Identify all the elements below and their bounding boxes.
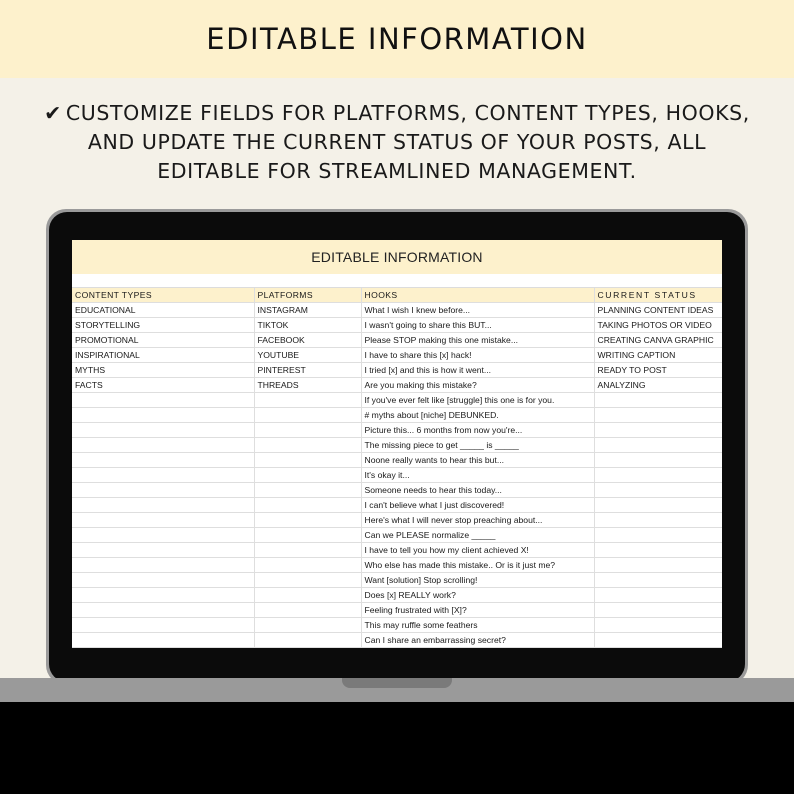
table-row (72, 453, 722, 468)
cell-hook[interactable]: I can't believe what I just discovered! (361, 498, 594, 513)
table-row (72, 498, 722, 513)
table-row (72, 513, 722, 528)
spreadsheet-screen (72, 240, 722, 648)
cell-content-type[interactable]: INSPIRATIONAL (72, 348, 254, 363)
cell-platform[interactable] (254, 558, 361, 573)
cell-content-type[interactable] (72, 618, 254, 633)
table-row (72, 438, 722, 453)
cell-content-type[interactable] (72, 453, 254, 468)
cell-hook[interactable]: Can I share an embarrassing secret? (361, 633, 594, 648)
cell-platform[interactable] (254, 513, 361, 528)
cell-status[interactable] (594, 483, 722, 498)
cell-status[interactable] (594, 438, 722, 453)
spreadsheet-grid (72, 288, 722, 648)
header-hooks[interactable]: HOOKS (361, 288, 594, 303)
table-row (72, 543, 722, 558)
cell-platform[interactable] (254, 498, 361, 513)
cell-platform[interactable] (254, 483, 361, 498)
cell-status[interactable]: READY TO POST (594, 363, 722, 378)
cell-status[interactable] (594, 513, 722, 528)
cell-content-type[interactable] (72, 423, 254, 438)
cell-content-type[interactable]: FACTS (72, 378, 254, 393)
cell-platform[interactable] (254, 408, 361, 423)
table-row (72, 558, 722, 573)
cell-hook[interactable]: Want [solution] Stop scrolling! (361, 573, 594, 588)
table-row (72, 468, 722, 483)
header-row (72, 288, 722, 303)
cell-platform[interactable] (254, 573, 361, 588)
cell-hook[interactable]: Someone needs to hear this today... (361, 483, 594, 498)
cell-content-type[interactable] (72, 633, 254, 648)
cell-status[interactable]: CREATING CANVA GRAPHIC (594, 333, 722, 348)
cell-hook[interactable]: What I wish I knew before... (361, 303, 594, 318)
cell-status[interactable]: ANALYZING (594, 378, 722, 393)
cell-content-type[interactable] (72, 498, 254, 513)
header-platforms[interactable]: PLATFORMS (254, 288, 361, 303)
cell-content-type[interactable] (72, 603, 254, 618)
cell-status[interactable]: TAKING PHOTOS OR VIDEO (594, 318, 722, 333)
cell-hook[interactable]: Who else has made this mistake.. Or is it just me? (361, 558, 594, 573)
cell-status[interactable] (594, 453, 722, 468)
cell-content-type[interactable] (72, 543, 254, 558)
cell-content-type[interactable] (72, 408, 254, 423)
cell-hook[interactable]: Picture this... 6 months from now you're... (361, 423, 594, 438)
cell-status[interactable] (594, 603, 722, 618)
cell-content-type[interactable]: EDUCATIONAL (72, 303, 254, 318)
cell-status[interactable]: WRITING CAPTION (594, 348, 722, 363)
cell-platform[interactable]: FACEBOOK (254, 333, 361, 348)
cell-content-type[interactable] (72, 393, 254, 408)
cell-platform[interactable] (254, 633, 361, 648)
table-row (72, 588, 722, 603)
cell-status[interactable] (594, 558, 722, 573)
cell-hook[interactable]: I tried [x] and this is how it went... (361, 363, 594, 378)
cell-platform[interactable] (254, 423, 361, 438)
cell-hook[interactable]: Are you making this mistake? (361, 378, 594, 393)
cell-platform[interactable] (254, 453, 361, 468)
cell-content-type[interactable] (72, 573, 254, 588)
table-row (72, 573, 722, 588)
table-row (72, 423, 722, 438)
cell-hook[interactable]: Feeling frustrated with [X]? (361, 603, 594, 618)
cell-status[interactable] (594, 633, 722, 648)
table-row (72, 618, 722, 633)
cell-hook[interactable]: It's okay it... (361, 468, 594, 483)
cell-status[interactable] (594, 468, 722, 483)
cell-hook[interactable]: I wasn't going to share this BUT... (361, 318, 594, 333)
cell-status[interactable] (594, 408, 722, 423)
cell-hook[interactable]: Does [x] REALLY work? (361, 588, 594, 603)
cell-hook[interactable]: Noone really wants to hear this but... (361, 453, 594, 468)
table-row (72, 393, 722, 408)
cell-platform[interactable]: YOUTUBE (254, 348, 361, 363)
cell-platform[interactable] (254, 543, 361, 558)
cell-content-type[interactable] (72, 558, 254, 573)
cell-content-type[interactable] (72, 468, 254, 483)
table-row (72, 333, 722, 348)
table-row (72, 303, 722, 318)
cell-platform[interactable] (254, 393, 361, 408)
cell-content-type[interactable] (72, 438, 254, 453)
table-row (72, 318, 722, 333)
cell-status[interactable] (594, 543, 722, 558)
banner-title: EDITABLE INFORMATION (206, 22, 588, 56)
header-content-types[interactable]: CONTENT TYPES (72, 288, 254, 303)
cell-content-type[interactable]: PROMOTIONAL (72, 333, 254, 348)
top-banner (0, 0, 794, 78)
cell-platform[interactable] (254, 438, 361, 453)
cell-hook[interactable]: Can we PLEASE normalize _____ (361, 528, 594, 543)
cell-status[interactable] (594, 618, 722, 633)
cell-status[interactable] (594, 423, 722, 438)
cell-content-type[interactable] (72, 528, 254, 543)
cell-status[interactable] (594, 528, 722, 543)
cell-status[interactable] (594, 573, 722, 588)
cell-content-type[interactable] (72, 513, 254, 528)
table-row (72, 528, 722, 543)
table-row (72, 378, 722, 393)
cell-hook[interactable]: This may ruffle some feathers (361, 618, 594, 633)
table-row (72, 348, 722, 363)
cell-content-type[interactable] (72, 483, 254, 498)
cell-platform[interactable] (254, 603, 361, 618)
cell-hook[interactable]: If you've ever felt like [struggle] this one is for you. (361, 393, 594, 408)
cell-status[interactable] (594, 393, 722, 408)
check-icon: ✔ (44, 101, 62, 125)
cell-platform[interactable]: THREADS (254, 378, 361, 393)
cell-platform[interactable] (254, 588, 361, 603)
table-row (72, 408, 722, 423)
sheet-title[interactable]: EDITABLE INFORMATION (72, 240, 722, 274)
header-current-status[interactable]: CURRENT STATUS (594, 288, 722, 303)
cell-status[interactable] (594, 498, 722, 513)
cell-content-type[interactable]: STORYTELLING (72, 318, 254, 333)
cell-content-type[interactable] (72, 588, 254, 603)
cell-hook[interactable]: The missing piece to get _____ is _____ (361, 438, 594, 453)
cell-content-type[interactable]: MYTHS (72, 363, 254, 378)
description-text: CUSTOMIZE FIELDS FOR PLATFORMS, CONTENT TYPES, HOOKS, AND UPDATE THE CURRENT STATUS OF YOUR POSTS, ALL EDITABLE FOR STREAMLINED MANAGEMENT. (65, 101, 750, 183)
blank-row[interactable] (72, 274, 722, 288)
table-row (72, 603, 722, 618)
cell-platform[interactable]: TIKTOK (254, 318, 361, 333)
cell-platform[interactable] (254, 528, 361, 543)
laptop-notch (342, 678, 452, 688)
cell-hook[interactable]: I have to share this [x] hack! (361, 348, 594, 363)
cell-hook[interactable]: Here's what I will never stop preaching about... (361, 513, 594, 528)
cell-platform[interactable] (254, 618, 361, 633)
description (40, 99, 754, 186)
table-row (72, 633, 722, 648)
table-row (72, 483, 722, 498)
floor (0, 702, 794, 794)
cell-hook[interactable]: I have to tell you how my client achieved X! (361, 543, 594, 558)
cell-status[interactable]: PLANNING CONTENT IDEAS (594, 303, 722, 318)
cell-platform[interactable] (254, 468, 361, 483)
cell-hook[interactable]: # myths about [niche] DEBUNKED. (361, 408, 594, 423)
cell-status[interactable] (594, 588, 722, 603)
cell-platform[interactable]: INSTAGRAM (254, 303, 361, 318)
table-row (72, 363, 722, 378)
cell-platform[interactable]: PINTEREST (254, 363, 361, 378)
cell-hook[interactable]: Please STOP making this one mistake... (361, 333, 594, 348)
